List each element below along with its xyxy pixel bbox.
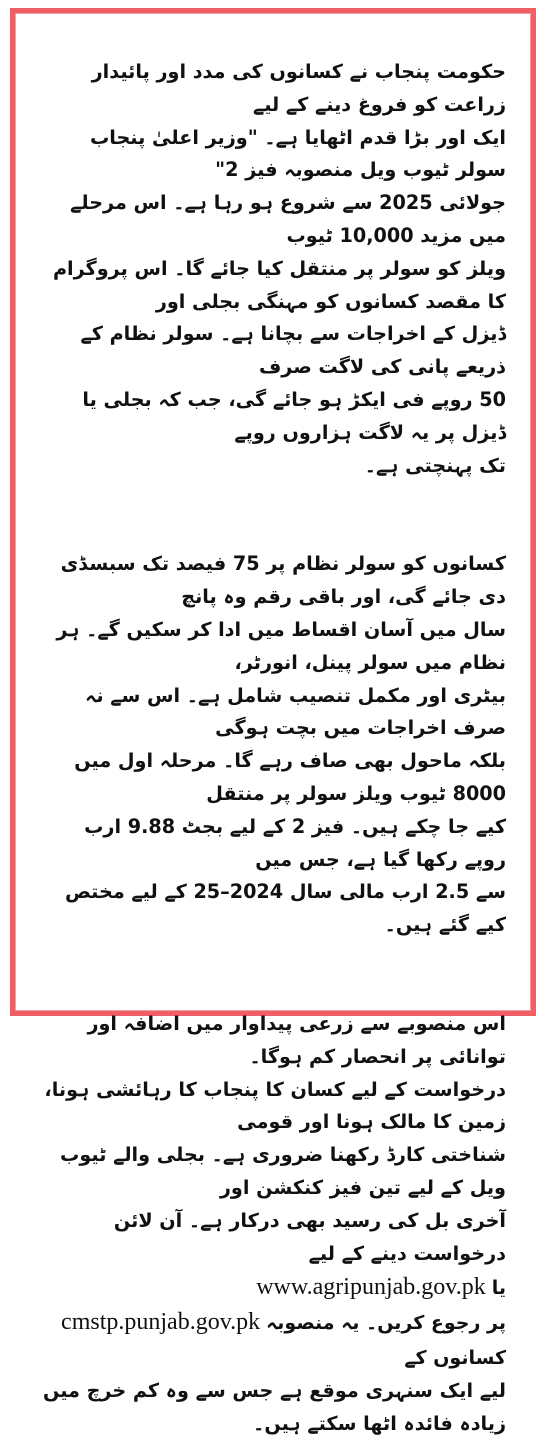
text-line: درخواست کے لیے کسان کا پنجاب کا رہائشی ہونا، زمین کا مالک ہونا اور قومی	[44, 1077, 506, 1134]
website-line-2	[40, 1305, 506, 1375]
text-line: سے 2.5 ارب مالی سال 2024–25 کے لیے مختص کیے گئے ہیں۔	[64, 880, 506, 937]
text-line: کیے جا چکے ہیں۔ فیز 2 کے لیے بجٹ 9.88 ارب روپے رکھا گیا ہے، جس میں	[84, 814, 506, 871]
text-line: بلکہ ماحول بھی صاف رہے گا۔ مرحلہ اول میں 8000 ٹیوب ویلز سولر پر منتقل	[74, 749, 506, 805]
paragraph-subsidy	[40, 548, 506, 942]
text-line: بیٹری اور مکمل تنصیب شامل ہے۔ اس سے نہ صرف اخراجات میں بچت ہوگی	[85, 683, 506, 740]
text-line: شناختی کارڈ رکھنا ضروری ہے۔ بجلی والے ٹیوب ویل کے لیے تین فیز کنکشن اور	[60, 1143, 506, 1199]
refer-text: پر رجوع کریں۔ یہ منصوبہ کسانوں کے	[266, 1312, 506, 1370]
text-line: سال میں آسان اقساط میں ادا کر سکیں گے۔ ہر نظام میں سولر پینل، انورٹر،	[56, 617, 506, 674]
cmstp-link[interactable]: cmstp.punjab.gov.pk	[61, 1309, 261, 1336]
text-line: ایک اور بڑا قدم اٹھایا ہے۔ "وزیر اعلیٰ پنجاب سولر ٹیوب ویل منصوبہ فیز 2"	[89, 125, 506, 182]
paragraph-eligibility	[40, 1008, 506, 1441]
text-line: جولائی 2025 سے شروع ہو رہا ہے۔ اس مرحلے میں مزید 10,000 ٹیوب	[70, 191, 506, 247]
text-line: حکومت پنجاب نے کسانوں کی مدد اور پائیدار زراعت کو فروغ دینے کے لیے	[91, 60, 506, 116]
agripunjab-link[interactable]: www.agripunjab.gov.pk	[256, 1274, 486, 1301]
text-line: تک پہنچتی ہے۔	[364, 453, 506, 477]
text-line: ڈیزل کے اخراجات سے بچانا ہے۔ سولر نظام کے ذریعے پانی کی لاگت صرف	[80, 322, 506, 379]
article-body	[40, 56, 506, 1441]
paragraph-gap	[40, 942, 506, 1008]
text-line-closing: لیے ایک سنہری موقع ہے جس سے وہ کم خرچ میں زیادہ فائدہ اٹھا سکتے ہیں۔	[42, 1379, 506, 1436]
or-word: یا	[491, 1277, 506, 1300]
text-line: 50 روپے فی ایکڑ ہو جائے گی، جب کہ بجلی یا ڈیزل پر یہ لاگت ہزاروں روپے	[82, 387, 506, 444]
text-line: آخری بل کی رسید بھی درکار ہے۔ آن لائن درخواست دینے کے لیے	[113, 1208, 506, 1265]
paragraph-intro	[40, 56, 506, 482]
paragraph-gap	[40, 482, 506, 548]
text-line: اس منصوبے سے زرعی پیداوار میں اضافہ اور توانائی پر انحصار کم ہوگا۔	[87, 1011, 506, 1068]
text-line: کسانوں کو سولر نظام پر 75 فیصد تک سبسڈی دی جائے گی، اور باقی رقم وہ پانچ	[60, 552, 506, 609]
text-line: ویلز کو سولر پر منتقل کیا جائے گا۔ اس پروگرام کا مقصد کسانوں کو مہنگی بجلی اور	[52, 256, 506, 313]
website-line-1	[40, 1270, 506, 1305]
